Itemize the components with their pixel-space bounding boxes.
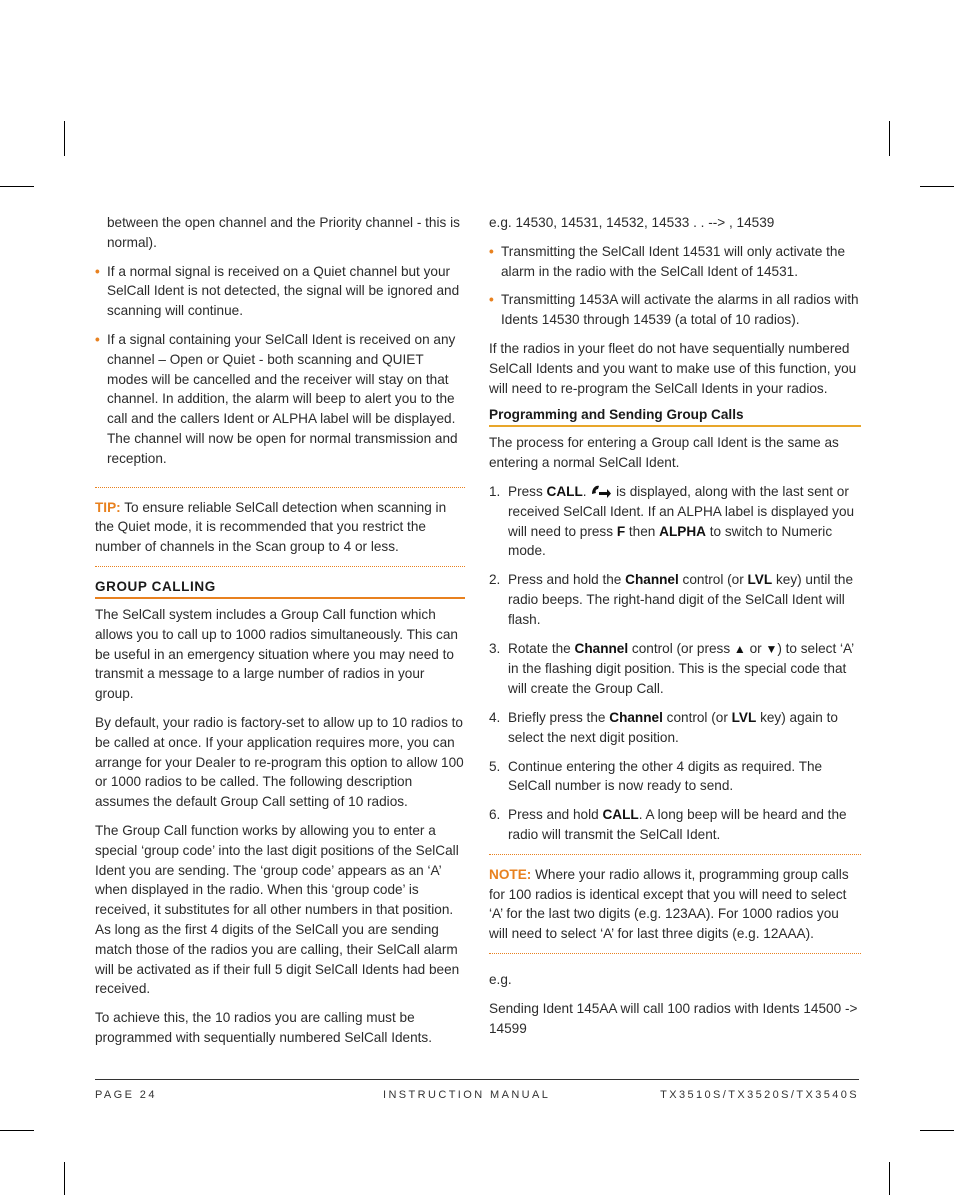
page-number: PAGE 24 <box>95 1089 157 1101</box>
step-text: then <box>625 523 660 539</box>
key-label: LVL <box>747 572 773 588</box>
bullet-text: If a normal signal is received on a Quiet channel but your SelCall Ident is not detected, the signal will be ignored and scanning will continue. <box>107 263 460 319</box>
key-label: CALL <box>602 807 639 823</box>
section-heading: GROUP CALLING <box>95 579 465 599</box>
footer-rule <box>95 1079 859 1080</box>
step-item <box>489 570 861 629</box>
step-text: key) until the radio beeps. The right-hand digit of the SelCall Ident will flash. <box>508 572 854 627</box>
bullet-icon: • <box>95 331 100 347</box>
crop-mark <box>920 186 954 187</box>
crop-mark <box>889 1162 890 1195</box>
dotted-divider <box>489 953 861 954</box>
tip-label: TIP: <box>95 499 121 515</box>
step-item <box>489 805 861 845</box>
bullet-text: Transmitting the SelCall Ident 14531 will only activate the alarm in the radio with the SelCall Ident of 14531. <box>501 243 846 279</box>
tip-text: To ensure reliable SelCall detection when scanning in the Quiet mode, it is recommended that you restrict the number of channels in the Scan group to 4 or less. <box>95 499 447 555</box>
step-text: Press and hold the <box>508 572 626 588</box>
step-item <box>489 482 861 561</box>
step-text: or <box>745 640 766 656</box>
crop-mark <box>889 121 890 156</box>
paragraph: To achieve this, the 10 radios you are calling must be programmed with sequentially numbered SelCall Idents. <box>95 1010 432 1045</box>
phone-icon <box>590 484 612 498</box>
dotted-divider <box>489 854 861 855</box>
paragraph: Sending Ident 145AA will call 100 radios with Idents 14500 -> 14599 <box>489 1000 858 1036</box>
step-text: Press and hold <box>508 807 603 823</box>
footer-title: INSTRUCTION MANUAL <box>383 1089 551 1101</box>
paragraph: The process for entering a Group call Ident is the same as entering a normal SelCall Ident. <box>489 435 839 471</box>
bullet-item <box>489 242 861 282</box>
example-line: e.g. 14530, 14531, 14532, 14533 . . --> , 14539 <box>489 215 775 230</box>
left-column <box>95 213 465 1057</box>
paragraph: If the radios in your fleet do not have sequentially numbered SelCall Idents and you want to make use of this function, you will need to re-program the SelCall Idents in your radios. <box>489 340 857 396</box>
continued-paragraph: between the open channel and the Priority channel - this is normal). <box>107 215 460 250</box>
step-text: ) to select ‘A’ in the flashing digit position. This is the special code that will create the Group Call. <box>508 640 854 697</box>
right-column <box>489 213 861 1047</box>
note-box <box>489 865 861 944</box>
key-label: LVL <box>731 709 757 725</box>
key-label: CALL <box>546 483 583 499</box>
step-text: control (or <box>662 709 732 725</box>
crop-mark <box>64 1162 65 1195</box>
dotted-divider <box>95 566 465 567</box>
step-text: Rotate the <box>508 640 575 656</box>
subsection-heading: Programming and Sending Group Calls <box>489 407 861 427</box>
note-label: NOTE: <box>489 866 532 882</box>
paragraph: The Group Call function works by allowing you to enter a special ‘group code’ into the last digit positions of the SelCall Ident you are sending. The ‘group code’ appears as an ‘A’ when displayed in the radio. When this ‘group code’ is received, it substitutes for all other numbers in that position. As long as the first 4 digits of the SelCall you are sending match those of the radios you are calling, their SelCall alarm will be activated as if their full 5 digit SelCall Idents had been received. <box>95 822 460 997</box>
bullet-text: Transmitting 1453A will activate the alarms in all radios with Idents 14530 through 14539 (a total of 10 radios). <box>501 292 859 328</box>
crop-mark <box>0 186 34 187</box>
bullet-icon: • <box>489 243 494 259</box>
step-number: 1. <box>489 483 501 499</box>
tip-box <box>95 498 465 557</box>
step-item <box>489 708 861 748</box>
bullet-item <box>95 330 465 469</box>
key-label: Channel <box>625 572 679 588</box>
step-text: Press <box>508 483 547 499</box>
step-text: . A long beep will be heard and the radio will transmit the SelCall Ident. <box>508 807 847 842</box>
step-number: 6. <box>489 807 501 823</box>
step-number: 5. <box>489 758 501 774</box>
step-number: 4. <box>489 709 501 725</box>
step-number: 3. <box>489 640 501 656</box>
step-item <box>489 639 861 699</box>
down-arrow-icon: ▼ <box>765 641 778 656</box>
crop-mark <box>920 1130 954 1131</box>
key-label: F <box>616 523 626 539</box>
up-arrow-icon: ▲ <box>733 641 746 656</box>
key-label: Channel <box>574 640 629 656</box>
step-text: control (or press <box>628 640 734 656</box>
note-text: Where your radio allows it, programming group calls for 100 radios is identical except that you will need to select ‘A’ for the last two digits (e.g. 123AA). For 1000 radios you will need to select ‘A’ for last three digits (e.g. 12AAA). <box>489 866 849 942</box>
footer-model: TX3510S/TX3520S/TX3540S <box>660 1089 859 1101</box>
step-text: is displayed, along with the last sent or received SelCall Ident. If an ALPHA label is displayed you will need to press <box>508 483 855 539</box>
bullet-icon: • <box>95 263 100 279</box>
example-label: e.g. <box>489 971 512 987</box>
step-text: control (or <box>678 572 748 588</box>
step-text: Briefly press the <box>508 709 610 725</box>
step-text: Continue entering the other 4 digits as required. The SelCall number is now ready to send. <box>508 758 823 794</box>
crop-mark <box>0 1130 34 1131</box>
key-label: Channel <box>609 709 663 725</box>
step-text: key) again to select the next digit position. <box>508 709 838 745</box>
key-label: ALPHA <box>659 523 706 539</box>
bullet-text: If a signal containing your SelCall Ident is received on any channel – Open or Quiet - both scanning and QUIET modes will be cancelled and the receiver will stay on that channel. In addition, the alarm will beep to alert you to the call and the callers Ident or ALPHA label will be displayed. The channel will now be open for normal transmission and reception. <box>107 331 458 466</box>
paragraph: The SelCall system includes a Group Call function which allows you to call up to 1000 radios simultaneously. This can be useful in an emergency situation where you may need to transmit a message to a large number of radios in your group. <box>95 606 458 702</box>
step-number: 2. <box>489 572 501 588</box>
step-item <box>489 757 861 797</box>
step-text: . <box>582 483 591 499</box>
step-text: to switch to Numeric mode. <box>508 523 833 559</box>
dotted-divider <box>95 487 465 488</box>
bullet-icon: • <box>489 292 494 308</box>
bullet-item <box>489 290 861 330</box>
crop-mark <box>64 121 65 156</box>
bullet-item <box>95 262 465 321</box>
paragraph: By default, your radio is factory-set to allow up to 10 radios to be called at once. If your application requires more, you can arrange for your Dealer to re-program this option to allow 100 or 1000 radios to be called. The following description assumes the default Group Call setting of 10 radios. <box>95 714 464 810</box>
